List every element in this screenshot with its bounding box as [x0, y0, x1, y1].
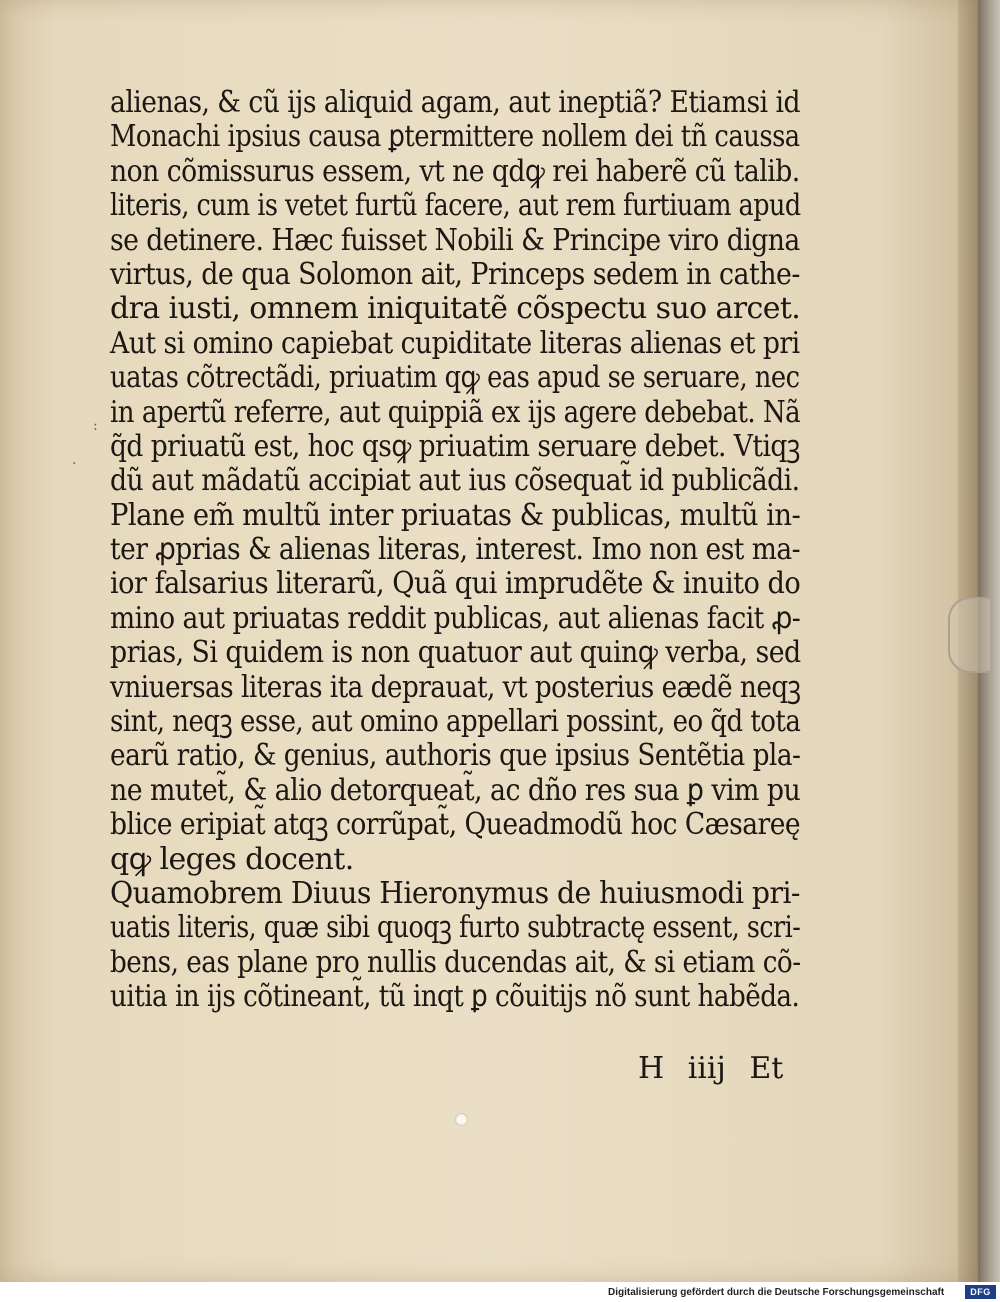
text-line: virtus, de qua Solomon ait, Princeps sedem in cathe- [110, 256, 800, 292]
body-text [110, 86, 800, 1015]
text-line: prias, Si quidem is non quatuor aut quinꝙ verba, sed [110, 635, 801, 671]
text-line: se detinere. Hæc fuisset Nobili & Principe viro digna [110, 222, 800, 258]
text-line: q̃d priuatũ est, hoc qsꝙ priuatim seruare debet. Vtiqꝫ [110, 428, 800, 464]
text-line: uitia in ijs cõtineant̃, tũ inqt ꝑ cõuitijs nõ sunt habẽda. [110, 979, 800, 1015]
text-line: blice eripiat̃ atqꝫ corrũpat̃, Queadmodũ hoc Cæsareę [110, 807, 801, 843]
text-line: literis, cum is vetet furtũ facere, aut rem furtiuam apud [110, 188, 801, 224]
text-line: Quamobrem Diuus Hieronymus de huiusmodi pri- [110, 875, 800, 911]
text-line: earũ ratio, & genius, authoris que ipsius Sentẽtia pla- [110, 738, 801, 774]
page-tab-notch [948, 597, 990, 673]
text-line: Plane em̃ multũ inter priuatas & publicas, multũ in- [110, 497, 801, 533]
text-line: ter ꝓprias & alienas literas, interest. Imo non est ma- [110, 532, 801, 568]
text-line: bens, eas plane pro nullis ducendas ait, & si etiam cõ- [110, 944, 801, 980]
signature-catchword: H iiij Et [638, 1051, 784, 1086]
text-line: ne mutet̃, & alio detorqueat̃, ac dño res sua ꝑ vim pu [110, 772, 801, 808]
text-line: non cõmissurus essem, vt ne qdꝙ rei haberẽ cũ talib. [110, 153, 800, 189]
text-line: alienas, & cũ ijs aliquid agam, aut ineptiã? Etiamsi id [110, 85, 800, 120]
text-line: sint, neqꝫ esse, aut omino appellari possint, eo q̃d tota [110, 704, 801, 740]
text-line: in apertũ referre, aut quippiã ex ijs agere debebat. Nã [110, 394, 801, 430]
text-line: dũ aut mãdatũ accipiat aut ius cõsequat̃ id publicãdi. [110, 463, 800, 499]
text-line: Monachi ipsius causa ꝑtermittere nollem dei tñ caussa [110, 119, 800, 155]
text-line: dra iusti, omnem iniquitatẽ cõspectu suo arcet. [110, 291, 801, 327]
digitization-credit: Digitalisierung gefördert durch die Deutsche Forschungsgemeinschaft [608, 1287, 945, 1298]
text-line: Aut si omino capiebat cupiditate literas alienas et pri [110, 325, 800, 361]
margin-mark: : [93, 418, 98, 434]
text-line: uatis literis, quæ sibi quoqꝫ furto subtractę essent, scri- [110, 910, 801, 946]
margin-mark: . [72, 452, 77, 468]
text-line: ior falsarius literarũ, Quã qui imprudẽte & inuito do [110, 566, 801, 602]
text-line: mino aut priuatas reddit publicas, aut alienas facit ꝓ- [110, 600, 801, 636]
pinhole-mark [455, 1113, 468, 1126]
dfg-logo: DFG [965, 1285, 996, 1299]
text-line: vniuersas literas ita deprauat, vt posterius eædẽ neqꝫ [110, 669, 801, 705]
text-line: qꝙ leges docent. [110, 841, 354, 877]
text-line: uatas cõtrectãdi, priuatim qꝙ eas apud se seruare, nec [110, 360, 800, 396]
